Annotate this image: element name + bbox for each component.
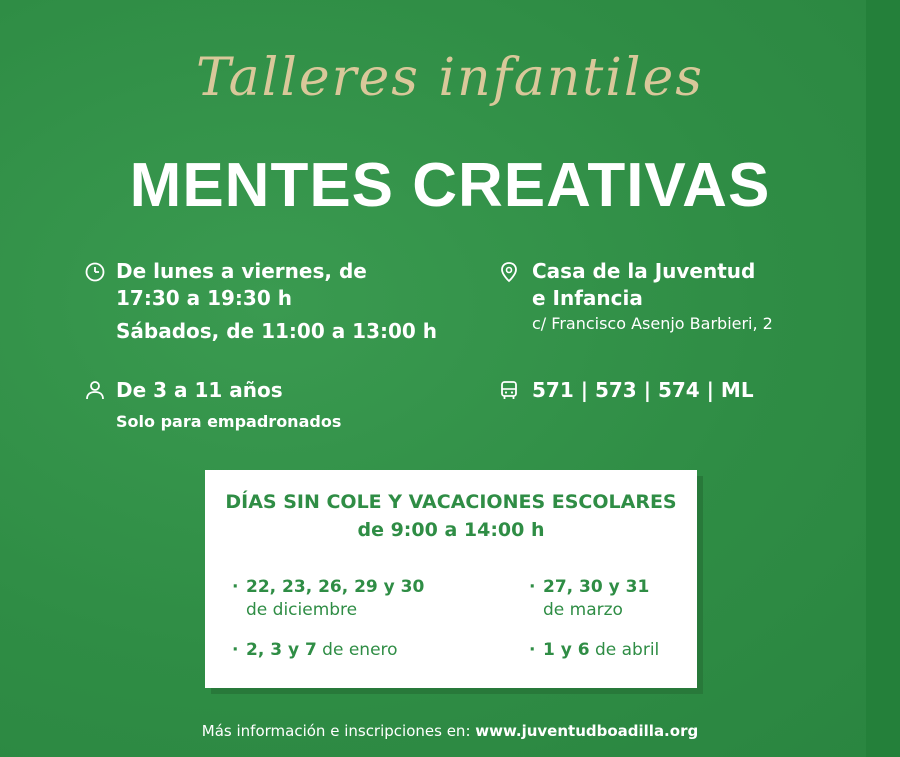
script-title: Talleres infantiles xyxy=(195,48,704,108)
bus-icon xyxy=(498,379,520,401)
right-edge-strip xyxy=(866,0,900,757)
card-title xyxy=(205,488,697,544)
date-december-days: 22, 23, 26, 29 y 30 xyxy=(246,577,425,597)
age-note: Solo para empadronados xyxy=(116,412,342,431)
schedule-weekdays: De lunes a viernes, de xyxy=(116,259,367,283)
bullet-icon: · xyxy=(529,577,536,597)
card-title-line2: de 9:00 a 14:00 h xyxy=(357,519,545,541)
footer-text: Más información e inscripciones en: xyxy=(201,722,476,740)
location-name-line1: Casa de la Juventud xyxy=(532,259,756,283)
bus-lines: 571 | 573 | 574 | ML xyxy=(532,378,754,402)
date-december-month: de diciembre xyxy=(246,600,358,620)
bullet-icon: · xyxy=(232,577,239,597)
person-icon xyxy=(84,379,106,401)
date-item-december xyxy=(232,576,425,622)
bullet-icon: · xyxy=(529,640,536,660)
bullet-icon: · xyxy=(232,640,239,660)
main-title: MENTES CREATIVAS xyxy=(129,151,771,220)
location-address: c/ Francisco Asenjo Barbieri, 2 xyxy=(532,314,773,333)
footer-link[interactable]: www.juventudboadilla.org xyxy=(475,722,699,740)
schedule-saturday: Sábados, de 11:00 a 13:00 h xyxy=(116,319,438,343)
date-january-days: 2, 3 y 7 xyxy=(246,640,317,660)
vacation-card xyxy=(205,470,697,688)
schedule-weekdays-hours: 17:30 a 19:30 h xyxy=(116,286,292,310)
card-title-line1: DÍAS SIN COLE Y VACACIONES ESCOLARES xyxy=(225,491,677,513)
date-april-month: de abril xyxy=(589,640,660,660)
clock-icon xyxy=(84,261,106,283)
map-pin-icon xyxy=(498,261,520,283)
date-item-april xyxy=(529,639,660,662)
location-name-line2: e Infancia xyxy=(532,286,643,310)
date-march-month: de marzo xyxy=(543,600,623,620)
date-item-march xyxy=(529,576,650,622)
footer xyxy=(0,722,900,740)
date-item-january xyxy=(232,639,398,662)
date-april-days: 1 y 6 xyxy=(543,640,590,660)
age-range: De 3 a 11 años xyxy=(116,378,283,402)
date-january-month: de enero xyxy=(316,640,398,660)
date-march-days: 27, 30 y 31 xyxy=(543,577,650,597)
